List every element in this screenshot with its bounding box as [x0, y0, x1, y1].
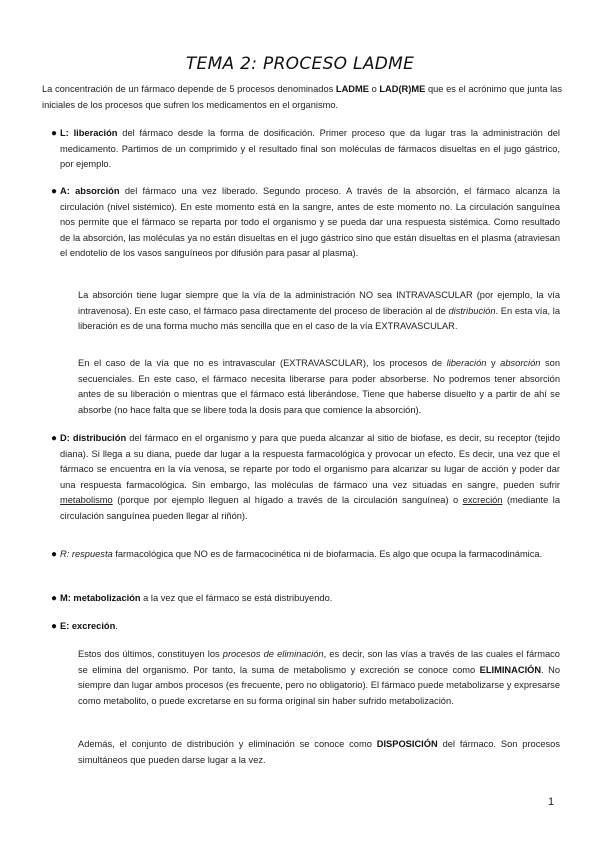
item-label: D: distribución [60, 433, 127, 443]
exc2-text-1: Además, el conjunto de distribución y eliminación se conoce como [78, 739, 377, 749]
absorption-paragraph-1 [78, 288, 560, 335]
abs1-italic: distribución [448, 305, 496, 316]
bullet-icon: ● [51, 621, 58, 632]
abs2-italic-1: liberación [446, 358, 487, 368]
underlined-excrecion: excreción [462, 495, 503, 505]
item-label: M: metabolización [60, 593, 141, 603]
item-label: L: liberación [60, 128, 118, 138]
abs2-text-3: son secuenciales. En este caso, el fármaco necesita liberarse para poder absorberse. No podremos tener absorción antes de su liberación o mientras que el fármaco está liberándose. Tiene que haberse disuelto y a partir de ahí se absorbe (no hace falta que se libere toda la dosis para que comience la absorción). [78, 358, 560, 415]
list-item-absorcion [60, 184, 560, 262]
item-label: A: absorción [60, 186, 120, 196]
list-item-distribucion [60, 431, 560, 524]
item-text: a la vez que el fármaco se está distribuyendo. [140, 593, 333, 603]
intro-bold-ladrme: LAD(R)ME [379, 84, 426, 94]
abs2-text-1: En el caso de la vía que no es intravascular (EXTRAVASCULAR), los procesos de [78, 358, 447, 368]
disposition-paragraph [78, 737, 560, 768]
item-text: del fármaco desde la forma de dosificación. Primer proceso que da lugar tras la administración del medicamento. Partimos de un comprimido y el resultado final son moléculas de fármacos disueltas en el jugo gástrico, por ejemplo. [60, 128, 560, 169]
elimination-paragraph [78, 647, 560, 709]
bullet-icon: ● [51, 186, 58, 197]
underlined-metabolismo: metabolismo [60, 495, 113, 505]
bullet-icon: ● [51, 549, 58, 560]
intro-text-1: La concentración de un fármaco depende de 5 procesos denominados [42, 84, 336, 94]
intro-bold-ladme: LADME [335, 84, 369, 94]
page-number: 1 [548, 796, 555, 808]
item-text-3: (mediante la circulación sanguínea pueden llegar al riñón). [60, 495, 561, 521]
exc1-text-1: Estos dos últimos, constituyen los [78, 649, 223, 659]
item-text: farmacológica que NO es de farmacocinética ni de biofarmacia. Es algo que ocupa la farmacodinámica. [112, 549, 543, 559]
bullet-icon: ● [51, 593, 58, 604]
exc2-bold: DISPOSICIÓN [376, 739, 438, 749]
exc1-text-2: , es decir, son las vías a través de las cuales el fármaco se elimina del organismo. Por tanto, la suma de metabolismo y excreción se conoce como [78, 649, 560, 675]
absorption-paragraph-2 [78, 356, 560, 418]
abs1-text-2: . En esta vía, la liberación es de una forma mucho más sencilla que en el caso de la vía EXTRAVASCULAR. [78, 305, 560, 331]
intro-text-3: que es el acrónimo que junta las iniciales de los procesos que sufren los medicamentos en el organismo. [42, 84, 562, 110]
bullet-icon: ● [51, 128, 58, 139]
list-item-liberacion [60, 126, 560, 173]
item-label: E: excreción [60, 621, 116, 631]
exc1-bold: ELIMINACIÓN [479, 664, 542, 675]
item-text-1: del fármaco en el organismo y para que pueda alcanzar al sitio de biofase, es decir, su receptor (tejido diana). Si llega a su diana, puede dar lugar a la respuesta farmacológica y provocar un efecto. Es decir, una vez que el fármaco se encuentra en la vía venosa, se reparte por todo el organismo para alcanzar su lugar de acción y poder dar una respuesta farmacológica. Sin embargo, las moléculas de fármaco una vez situadas en sangre, pueden sufrir [60, 433, 560, 490]
item-text: del fármaco una vez liberado. Segundo proceso. A través de la absorción, el fármaco alcanza la circulación (nivel sistémico). En este momento está en la sangre, antes de este momento no. La circulación sanguínea nos permite que el fármaco se reparta por todo el organismo y se pueda dar una respuesta sistémica. Como resultado de la absorción, las moléculas ya no están disueltas en el jugo gástrico sino que están disueltas en el plasma (atraviesan el endotelio de los vasos sanguíneos por difusión para pasar al plasma). [60, 186, 560, 258]
intro-text-2: o [368, 84, 380, 94]
abs1-text-1: La absorción tiene lugar siempre que la vía de la administración NO sea INTRAVASCULAR (por ejemplo, la vía intravenosa). En este caso, el fármaco pasa directamente del proceso de liberación al de [78, 290, 560, 316]
item-label: R: respuesta [60, 549, 113, 559]
page-title: TEMA 2: PROCESO LADME [185, 54, 415, 74]
exc2-text-2: del fármaco. Son procesos simultáneos que pueden darse lugar a la vez. [78, 739, 561, 765]
abs2-italic-2: absorción [500, 358, 541, 368]
item-text-2: (porque por ejemplo lleguen al hígado a través de la circulación sanguínea) o [112, 495, 463, 505]
list-item-excrecion [60, 619, 560, 635]
abs2-text-2: y [486, 358, 501, 368]
item-text: . [115, 621, 118, 631]
exc1-text-3: . No siempre dan lugar ambos procesos (es frecuente, pero no obligatorio). El fármaco puede metabolizarse y expresarse como metabolito, o puede excretarse en su forma original sin haber sufrido metabolización. [78, 664, 560, 706]
list-item-respuesta [60, 547, 560, 563]
intro-paragraph [42, 82, 562, 113]
bullet-icon: ● [51, 433, 58, 444]
list-item-metabolizacion [60, 591, 560, 607]
exc1-italic: procesos de eliminación [222, 649, 324, 659]
